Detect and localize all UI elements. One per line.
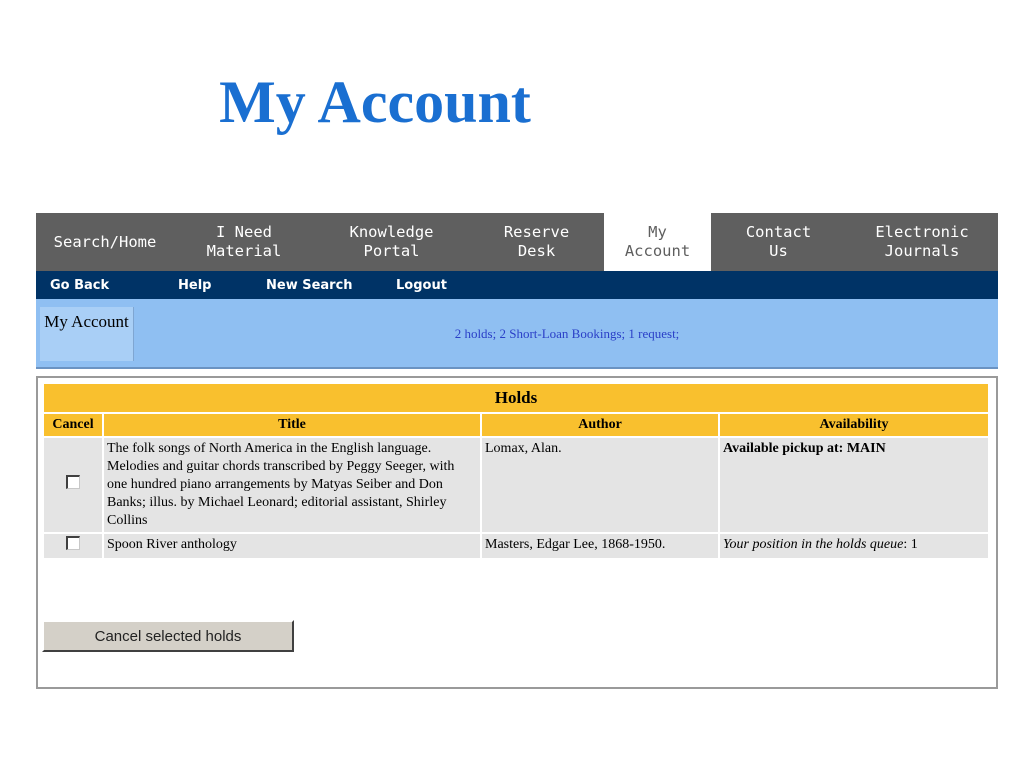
holds-table [42,382,990,560]
secondary-nav [36,271,998,299]
author-cell: Masters, Edgar Lee, 1868-1950. [482,534,718,558]
table-row [44,438,988,532]
holds-caption: Holds [44,384,988,412]
cancel-checkbox[interactable] [66,475,80,489]
column-header-availability: Availability [720,414,988,436]
table-row [44,534,988,558]
cancel-cell [44,534,102,558]
column-header-cancel: Cancel [44,414,102,436]
queue-position-label: Your position in the holds queue [723,537,904,552]
tab-i-need-material[interactable]: I Need Material [206,223,282,260]
summary-text: 2 holds; 2 Short-Loan Bookings; 1 request; [454,326,680,341]
availability-cell [720,534,988,558]
tab-my-account[interactable]: My Account [604,213,711,271]
holds-panel [36,376,998,689]
help-link[interactable]: Help [178,277,212,293]
column-header-title: Title [104,414,480,436]
tab-reserve-desk[interactable]: Reserve Desk [503,223,570,260]
availability-cell: Available pickup at: MAIN [720,438,988,532]
summary-label: My Account [40,307,134,361]
tab-knowledge-portal[interactable]: Knowledge Portal [349,223,434,260]
logout-link[interactable]: Logout [396,277,447,293]
tab-search-home[interactable]: Search/Home [53,232,157,251]
queue-position-value: : 1 [903,537,918,552]
go-back-link[interactable]: Go Back [50,277,110,293]
account-frame [36,213,998,689]
column-header-author: Author [482,414,718,436]
title-cell: Spoon River anthology [104,534,480,558]
title-cell: The folk songs of North America in the English language. Melodies and guitar chords transcribed by Peggy Seeger, with one hundred piano arrangements by Matyas Seiber and Don Banks; illus. by Michael Leonard; editorial assistant, Shirley Collins [104,438,480,532]
account-summary [36,299,998,369]
cancel-cell [44,438,102,532]
cancel-selected-holds-button[interactable]: Cancel selected holds [42,620,294,652]
cancel-checkbox[interactable] [66,536,80,550]
tab-contact-us[interactable]: Contact Us [745,223,812,260]
main-nav-tabs [36,213,998,271]
tab-electronic-journals[interactable]: Electronic Journals [875,223,969,260]
new-search-link[interactable]: New Search [266,277,353,293]
page-title: My Account [219,69,531,135]
author-cell: Lomax, Alan. [482,438,718,532]
